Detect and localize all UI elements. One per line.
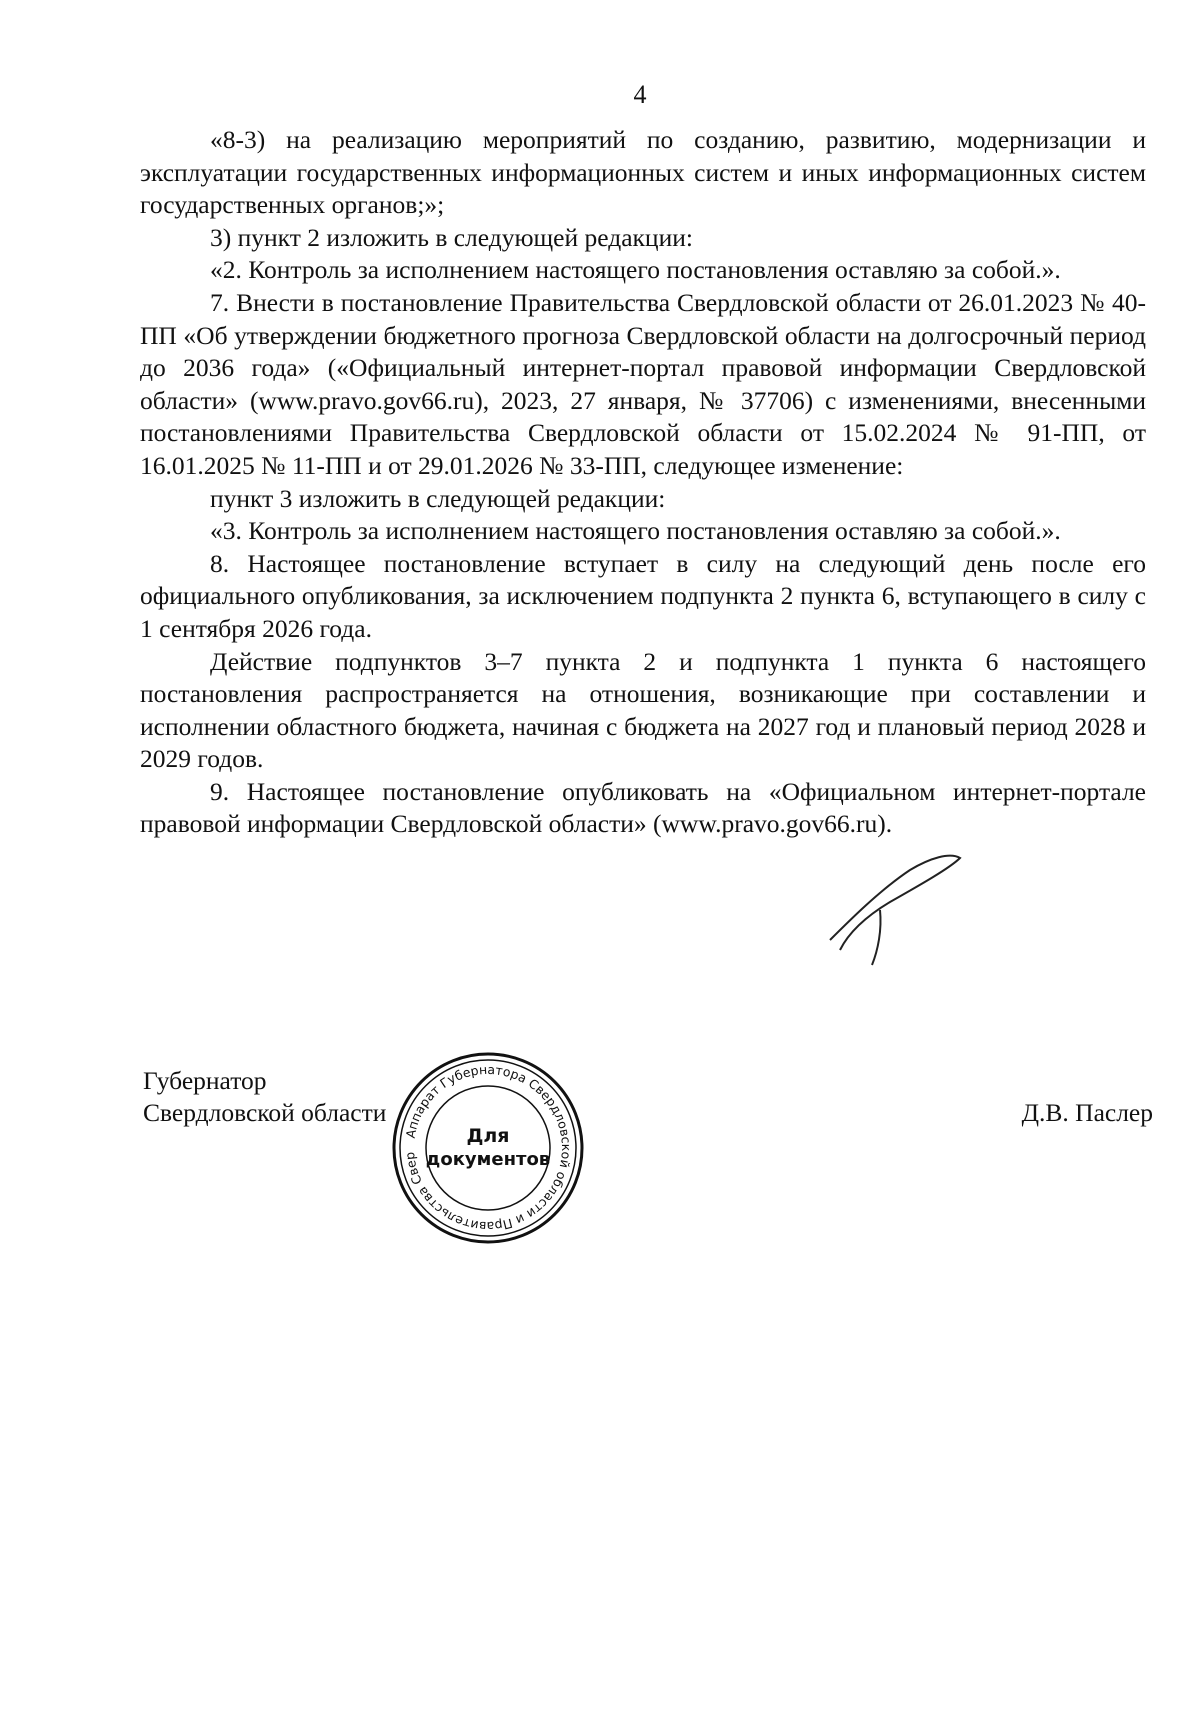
paragraph: «8-3) на реализацию мероприятий по созданию, развитию, модернизации и эксплуатации государственных информационных систем и иных информационных систем государственных органов;»; <box>140 125 1146 220</box>
paragraph: Действие подпунктов 3–7 пункта 2 и подпункта 1 пункта 6 настоящего постановления распространяется на отношения, возникающие при составлении и исполнении областного бюджета, начиная с бюджета на 2027 год и плановый период 2028 и 2029 годов. <box>140 646 1146 774</box>
page-number: 4 <box>633 80 647 109</box>
signature-block <box>143 1065 1153 1129</box>
paragraph: 9. Настоящее постановление опубликовать на «Официальном интернет-портале правовой информации Свердловской области» (www.pravo.gov66.ru). <box>140 776 1146 839</box>
document-body <box>140 124 1146 841</box>
seal-center-line2: документов <box>425 1149 551 1170</box>
paragraph: пункт 3 изложить в следующей редакции: <box>210 483 666 513</box>
seal-center-line1: Для <box>466 1125 510 1147</box>
paragraph: 3) пункт 2 изложить в следующей редакции: <box>210 222 693 252</box>
signer-title-line2: Свердловской области <box>143 1098 387 1127</box>
official-seal <box>390 1050 586 1246</box>
handwritten-signature <box>820 840 970 970</box>
seal-ring-text: Аппарат Губернатора Свердловской области и Правительства Свер <box>402 1061 575 1235</box>
paragraph: «3. Контроль за исполнением настоящего постановления оставляю за собой.». <box>210 516 1061 546</box>
paragraph: 7. Внести в постановление Правительства Свердловской области от 26.01.2023 № 40-ПП «Об утверждении бюджетного прогноза Свердловской области на долгосрочный период до 2036 года» («Официальный интернет-портал правовой информации Свердловской области» (www.pravo.gov66.ru), 2023, 27 января, № 37706) с изменениями, внесенными постановлениями Правительства Свердловской области от 15.02.2024 № 91-ПП, от 16.01.2025 № 11-ПП и от 29.01.2026 № 33-ПП, следующее изменение: <box>140 287 1146 480</box>
paragraph: «2. Контроль за исполнением настоящего постановления оставляю за собой.». <box>210 255 1061 285</box>
paragraph: 8. Настоящее постановление вступает в силу на следующий день после его официального опубликования, за исключением подпункта 2 пункта 6, вступающего в силу с 1 сентября 2026 года. <box>140 548 1146 643</box>
signer-name: Д.В. Паслер <box>1021 1098 1153 1127</box>
signer-title-line1: Губернатор <box>143 1066 267 1095</box>
